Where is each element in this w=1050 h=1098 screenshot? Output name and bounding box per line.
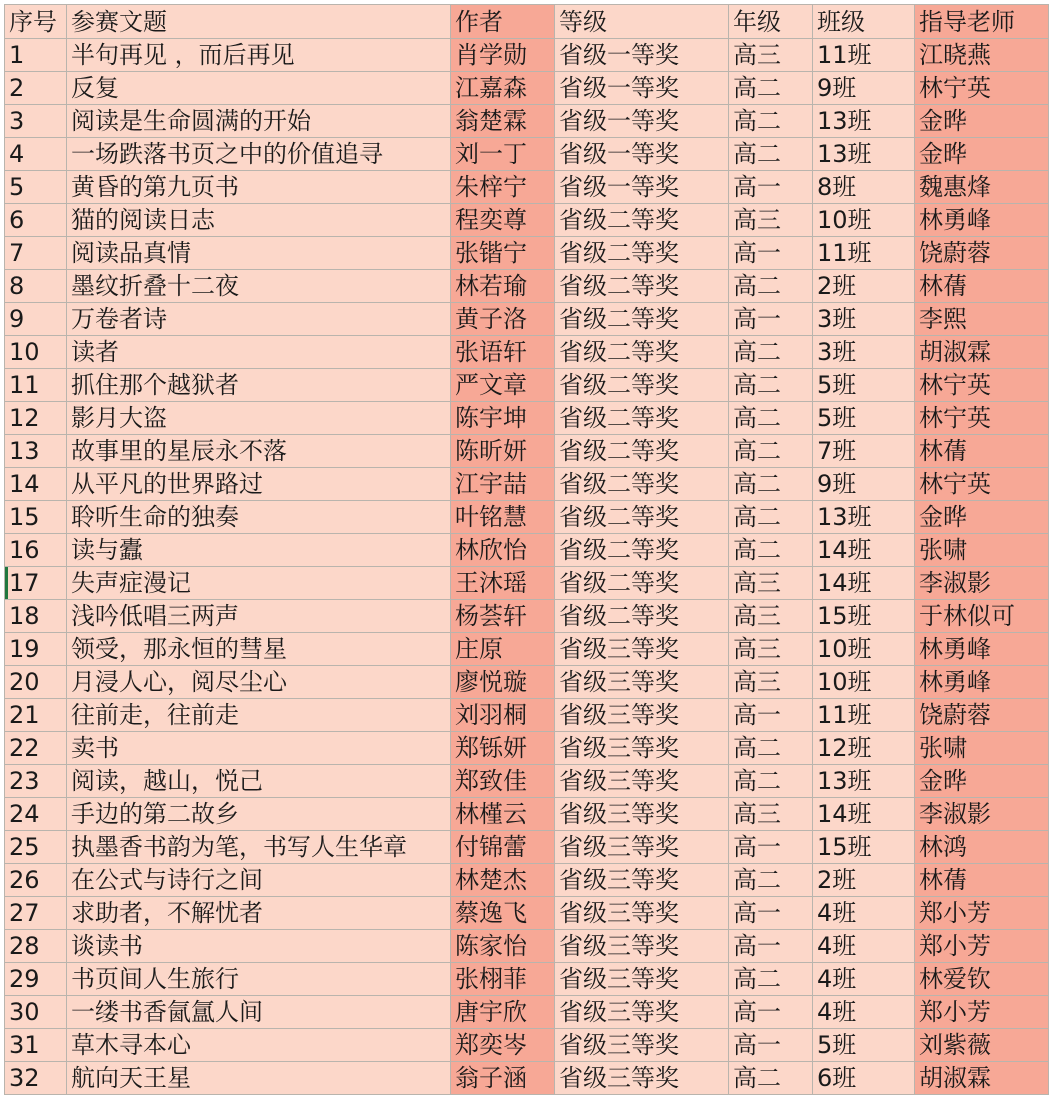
cell-level[interactable]: 省级一等奖 <box>555 39 729 72</box>
cell-level[interactable]: 省级二等奖 <box>555 336 729 369</box>
cell-index[interactable]: 22 <box>5 732 67 765</box>
cell-author[interactable]: 林欣怡 <box>451 534 555 567</box>
cell-teacher[interactable]: 郑小芳 <box>915 930 1049 963</box>
cell-index[interactable]: 11 <box>5 369 67 402</box>
cell-class[interactable]: 10班 <box>813 666 915 699</box>
table-row <box>5 732 1049 765</box>
cell-level[interactable]: 省级三等奖 <box>555 765 729 798</box>
cell-title[interactable]: 草木寻本心 <box>67 1029 451 1062</box>
cell-teacher[interactable]: 郑小芳 <box>915 996 1049 1029</box>
cell-class[interactable]: 4班 <box>813 996 915 1029</box>
cell-index[interactable]: 2 <box>5 72 67 105</box>
table-row <box>5 930 1049 963</box>
cell-index[interactable]: 26 <box>5 864 67 897</box>
cell-title[interactable]: 月浸人心，阅尽尘心 <box>67 666 451 699</box>
cell-grade[interactable]: 高二 <box>729 1062 813 1095</box>
cell-level[interactable]: 省级二等奖 <box>555 204 729 237</box>
cell-grade[interactable]: 高一 <box>729 1029 813 1062</box>
cell-index[interactable]: 8 <box>5 270 67 303</box>
table-row <box>5 435 1049 468</box>
cell-level[interactable]: 省级一等奖 <box>555 72 729 105</box>
table-row <box>5 336 1049 369</box>
header-cell-class[interactable]: 班级 <box>813 5 915 39</box>
cell-title[interactable]: 谈读书 <box>67 930 451 963</box>
cell-level[interactable]: 省级一等奖 <box>555 171 729 204</box>
cell-teacher[interactable]: 金晔 <box>915 105 1049 138</box>
cell-index[interactable]: 21 <box>5 699 67 732</box>
cell-grade[interactable]: 高三 <box>729 567 813 600</box>
cell-author[interactable]: 黄子洛 <box>451 303 555 336</box>
cell-index[interactable]: 16 <box>5 534 67 567</box>
table-row <box>5 237 1049 270</box>
cell-grade[interactable]: 高三 <box>729 204 813 237</box>
cell-level[interactable]: 省级一等奖 <box>555 105 729 138</box>
cell-title[interactable]: 从平凡的世界路过 <box>67 468 451 501</box>
cell-level[interactable]: 省级二等奖 <box>555 534 729 567</box>
cell-grade[interactable]: 高二 <box>729 138 813 171</box>
cell-level[interactable]: 省级三等奖 <box>555 864 729 897</box>
cell-title[interactable]: 万卷者诗 <box>67 303 451 336</box>
cell-title[interactable]: 故事里的星辰永不落 <box>67 435 451 468</box>
cell-class[interactable]: 4班 <box>813 963 915 996</box>
cell-title[interactable]: 一缕书香氤氲人间 <box>67 996 451 1029</box>
cell-author[interactable]: 庄原 <box>451 633 555 666</box>
header-cell-index[interactable]: 序号 <box>5 5 67 39</box>
cell-class[interactable]: 6班 <box>813 1062 915 1095</box>
cell-teacher[interactable]: 刘紫薇 <box>915 1029 1049 1062</box>
cell-author[interactable]: 林楚杰 <box>451 864 555 897</box>
table-row <box>5 138 1049 171</box>
cell-teacher[interactable]: 胡淑霖 <box>915 336 1049 369</box>
header-cell-teacher[interactable]: 指导老师 <box>915 5 1049 39</box>
table-row <box>5 303 1049 336</box>
table-row <box>5 1062 1049 1095</box>
cell-level[interactable]: 省级三等奖 <box>555 732 729 765</box>
cell-class[interactable]: 11班 <box>813 39 915 72</box>
cell-level[interactable]: 省级三等奖 <box>555 1062 729 1095</box>
cell-teacher[interactable]: 林蒨 <box>915 864 1049 897</box>
cell-class[interactable]: 13班 <box>813 105 915 138</box>
cell-author[interactable]: 陈宇坤 <box>451 402 555 435</box>
cell-index[interactable]: 25 <box>5 831 67 864</box>
cell-index[interactable]: 5 <box>5 171 67 204</box>
table-row <box>5 1029 1049 1062</box>
cell-title[interactable]: 猫的阅读日志 <box>67 204 451 237</box>
table-row <box>5 996 1049 1029</box>
cell-author[interactable]: 郑铄妍 <box>451 732 555 765</box>
cell-teacher[interactable]: 郑小芳 <box>915 897 1049 930</box>
cell-teacher[interactable]: 金晔 <box>915 138 1049 171</box>
cell-author[interactable]: 廖悦璇 <box>451 666 555 699</box>
cell-author[interactable]: 张语轩 <box>451 336 555 369</box>
awards-table <box>4 4 1049 1095</box>
table-row <box>5 633 1049 666</box>
cell-title[interactable]: 领受，那永恒的彗星 <box>67 633 451 666</box>
cell-teacher[interactable]: 林宁英 <box>915 369 1049 402</box>
cell-author[interactable]: 张锴宁 <box>451 237 555 270</box>
cell-class[interactable]: 10班 <box>813 633 915 666</box>
cell-class[interactable]: 11班 <box>813 699 915 732</box>
cell-class[interactable]: 14班 <box>813 534 915 567</box>
table-row <box>5 831 1049 864</box>
cell-teacher[interactable]: 江晓燕 <box>915 39 1049 72</box>
cell-index[interactable]: 6 <box>5 204 67 237</box>
cell-index[interactable]: 7 <box>5 237 67 270</box>
cell-grade[interactable]: 高一 <box>729 699 813 732</box>
cell-teacher[interactable]: 魏惠烽 <box>915 171 1049 204</box>
cell-grade[interactable]: 高二 <box>729 336 813 369</box>
cell-teacher[interactable]: 林宁英 <box>915 468 1049 501</box>
table-row <box>5 963 1049 996</box>
cell-title[interactable]: 抓住那个越狱者 <box>67 369 451 402</box>
cell-title[interactable]: 浅吟低唱三两声 <box>67 600 451 633</box>
cell-class[interactable]: 13班 <box>813 501 915 534</box>
cell-grade[interactable]: 高三 <box>729 666 813 699</box>
cell-level[interactable]: 省级三等奖 <box>555 963 729 996</box>
cell-index[interactable]: 23 <box>5 765 67 798</box>
cell-grade[interactable]: 高一 <box>729 996 813 1029</box>
cell-teacher[interactable]: 林蒨 <box>915 270 1049 303</box>
cell-grade[interactable]: 高一 <box>729 897 813 930</box>
cell-index[interactable]: 24 <box>5 798 67 831</box>
cell-class[interactable]: 14班 <box>813 567 915 600</box>
cell-teacher[interactable]: 胡淑霖 <box>915 1062 1049 1095</box>
cell-index[interactable]: 31 <box>5 1029 67 1062</box>
table-row <box>5 798 1049 831</box>
cell-author[interactable]: 陈昕妍 <box>451 435 555 468</box>
cell-author[interactable]: 翁子涵 <box>451 1062 555 1095</box>
cell-title[interactable]: 卖书 <box>67 732 451 765</box>
cell-teacher[interactable]: 饶蔚蓉 <box>915 699 1049 732</box>
cell-level[interactable]: 省级三等奖 <box>555 1029 729 1062</box>
cell-class[interactable]: 5班 <box>813 402 915 435</box>
cell-author[interactable]: 唐宇欣 <box>451 996 555 1029</box>
cell-author[interactable]: 蔡逸飞 <box>451 897 555 930</box>
cell-level[interactable]: 省级二等奖 <box>555 402 729 435</box>
cell-author[interactable]: 付锦蕾 <box>451 831 555 864</box>
cell-grade[interactable]: 高三 <box>729 798 813 831</box>
cell-level[interactable]: 省级二等奖 <box>555 270 729 303</box>
cell-level[interactable]: 省级二等奖 <box>555 468 729 501</box>
cell-level[interactable]: 省级二等奖 <box>555 369 729 402</box>
cell-level[interactable]: 省级三等奖 <box>555 996 729 1029</box>
cell-class[interactable]: 14班 <box>813 798 915 831</box>
cell-teacher[interactable]: 李熙 <box>915 303 1049 336</box>
cell-class[interactable]: 12班 <box>813 732 915 765</box>
cell-grade[interactable]: 高二 <box>729 534 813 567</box>
table-row <box>5 699 1049 732</box>
table-row <box>5 600 1049 633</box>
cell-class[interactable]: 7班 <box>813 435 915 468</box>
cell-level[interactable]: 省级三等奖 <box>555 666 729 699</box>
cell-teacher[interactable]: 林勇峰 <box>915 204 1049 237</box>
table-row <box>5 270 1049 303</box>
cell-index[interactable]: 19 <box>5 633 67 666</box>
cell-class[interactable]: 11班 <box>813 237 915 270</box>
cell-class[interactable]: 9班 <box>813 468 915 501</box>
header-row <box>5 5 1049 39</box>
cell-author[interactable]: 郑奕岑 <box>451 1029 555 1062</box>
cell-index[interactable]: 4 <box>5 138 67 171</box>
table-row <box>5 534 1049 567</box>
cell-index[interactable]: 27 <box>5 897 67 930</box>
cell-grade[interactable]: 高三 <box>729 633 813 666</box>
cell-grade[interactable]: 高二 <box>729 864 813 897</box>
cell-grade[interactable]: 高二 <box>729 468 813 501</box>
cell-grade[interactable]: 高二 <box>729 402 813 435</box>
cell-title[interactable]: 反复 <box>67 72 451 105</box>
cell-teacher[interactable]: 金晔 <box>915 765 1049 798</box>
cell-level[interactable]: 省级三等奖 <box>555 633 729 666</box>
cell-author[interactable]: 翁楚霖 <box>451 105 555 138</box>
cell-class[interactable]: 13班 <box>813 138 915 171</box>
table-row <box>5 501 1049 534</box>
cell-author[interactable]: 杨荟轩 <box>451 600 555 633</box>
cell-class[interactable]: 15班 <box>813 600 915 633</box>
cell-teacher[interactable]: 李淑影 <box>915 798 1049 831</box>
cell-index[interactable]: 9 <box>5 303 67 336</box>
cell-grade[interactable]: 高二 <box>729 963 813 996</box>
cell-class[interactable]: 2班 <box>813 864 915 897</box>
cell-author[interactable]: 叶铭慧 <box>451 501 555 534</box>
cell-level[interactable]: 省级三等奖 <box>555 699 729 732</box>
cell-index[interactable]: 12 <box>5 402 67 435</box>
cell-level[interactable]: 省级三等奖 <box>555 897 729 930</box>
cell-teacher[interactable]: 于林似可 <box>915 600 1049 633</box>
cell-author[interactable]: 林槿云 <box>451 798 555 831</box>
header-cell-grade[interactable]: 年级 <box>729 5 813 39</box>
cell-title[interactable]: 一场跌落书页之中的价值追寻 <box>67 138 451 171</box>
cell-class[interactable]: 10班 <box>813 204 915 237</box>
header-cell-level[interactable]: 等级 <box>555 5 729 39</box>
cell-grade[interactable]: 高二 <box>729 72 813 105</box>
cell-grade[interactable]: 高一 <box>729 831 813 864</box>
cell-author[interactable]: 朱梓宁 <box>451 171 555 204</box>
cell-grade[interactable]: 高一 <box>729 930 813 963</box>
cell-level[interactable]: 省级三等奖 <box>555 831 729 864</box>
cell-level[interactable]: 省级三等奖 <box>555 930 729 963</box>
table-row <box>5 666 1049 699</box>
cell-level[interactable]: 省级一等奖 <box>555 138 729 171</box>
cell-teacher[interactable]: 林勇峰 <box>915 666 1049 699</box>
cell-teacher[interactable]: 李淑影 <box>915 567 1049 600</box>
cell-title[interactable]: 聆听生命的独奏 <box>67 501 451 534</box>
table-row <box>5 39 1049 72</box>
table-body <box>5 39 1049 1095</box>
cell-index[interactable]: 10 <box>5 336 67 369</box>
cell-teacher[interactable]: 林蒨 <box>915 435 1049 468</box>
cell-title[interactable]: 执墨香书韵为笔，书写人生华章 <box>67 831 451 864</box>
cell-grade[interactable]: 高一 <box>729 171 813 204</box>
cell-author[interactable]: 刘羽桐 <box>451 699 555 732</box>
cell-grade[interactable]: 高二 <box>729 270 813 303</box>
cell-class[interactable]: 3班 <box>813 303 915 336</box>
cell-teacher[interactable]: 张啸 <box>915 534 1049 567</box>
table-row <box>5 369 1049 402</box>
cell-title[interactable]: 墨纹折叠十二夜 <box>67 270 451 303</box>
cell-grade[interactable]: 高二 <box>729 732 813 765</box>
cell-level[interactable]: 省级二等奖 <box>555 501 729 534</box>
cell-index[interactable]: 18 <box>5 600 67 633</box>
table-row <box>5 105 1049 138</box>
cell-class[interactable]: 8班 <box>813 171 915 204</box>
cell-title[interactable]: 阅读品真情 <box>67 237 451 270</box>
cell-title[interactable]: 书页间人生旅行 <box>67 963 451 996</box>
cell-index[interactable]: 3 <box>5 105 67 138</box>
table-row <box>5 402 1049 435</box>
cell-class[interactable]: 3班 <box>813 336 915 369</box>
table-row <box>5 72 1049 105</box>
cell-grade[interactable]: 高三 <box>729 39 813 72</box>
cell-teacher[interactable]: 林宁英 <box>915 402 1049 435</box>
cell-title[interactable]: 航向天王星 <box>67 1062 451 1095</box>
cell-author[interactable]: 刘一丁 <box>451 138 555 171</box>
cell-title[interactable]: 读者 <box>67 336 451 369</box>
cell-title[interactable]: 读与蠹 <box>67 534 451 567</box>
table-row <box>5 468 1049 501</box>
table-row <box>5 864 1049 897</box>
cell-teacher[interactable]: 林宁英 <box>915 72 1049 105</box>
cell-author[interactable]: 江嘉森 <box>451 72 555 105</box>
cell-class[interactable]: 4班 <box>813 897 915 930</box>
cell-teacher[interactable]: 张啸 <box>915 732 1049 765</box>
cell-title[interactable]: 手边的第二故乡 <box>67 798 451 831</box>
cell-index[interactable]: 20 <box>5 666 67 699</box>
cell-index[interactable]: 29 <box>5 963 67 996</box>
cell-class[interactable]: 13班 <box>813 765 915 798</box>
cell-title[interactable]: 黄昏的第九页书 <box>67 171 451 204</box>
cell-title[interactable]: 阅读是生命圆满的开始 <box>67 105 451 138</box>
cell-author[interactable]: 肖学勋 <box>451 39 555 72</box>
cell-grade[interactable]: 高二 <box>729 105 813 138</box>
cell-index[interactable]: 1 <box>5 39 67 72</box>
table-row <box>5 171 1049 204</box>
cell-grade[interactable]: 高一 <box>729 237 813 270</box>
cell-title[interactable]: 阅读，越山，悦己 <box>67 765 451 798</box>
cell-grade[interactable]: 高二 <box>729 501 813 534</box>
cell-index[interactable]: 14 <box>5 468 67 501</box>
cell-grade[interactable]: 高二 <box>729 435 813 468</box>
cell-author[interactable]: 江宇喆 <box>451 468 555 501</box>
cell-class[interactable]: 5班 <box>813 369 915 402</box>
cell-title[interactable]: 失声症漫记 <box>67 567 451 600</box>
cell-teacher[interactable]: 林爱钦 <box>915 963 1049 996</box>
table-row <box>5 765 1049 798</box>
table-row <box>5 204 1049 237</box>
cell-teacher[interactable]: 林鸿 <box>915 831 1049 864</box>
header-cell-title[interactable]: 参赛文题 <box>67 5 451 39</box>
cell-grade[interactable]: 高二 <box>729 765 813 798</box>
cell-teacher[interactable]: 林勇峰 <box>915 633 1049 666</box>
cell-title[interactable]: 在公式与诗行之间 <box>67 864 451 897</box>
cell-class[interactable]: 4班 <box>813 930 915 963</box>
cell-index[interactable]: 15 <box>5 501 67 534</box>
cell-grade[interactable]: 高二 <box>729 369 813 402</box>
cell-title[interactable]: 求助者，不解忧者 <box>67 897 451 930</box>
cell-class[interactable]: 9班 <box>813 72 915 105</box>
cell-index[interactable]: 32 <box>5 1062 67 1095</box>
cell-author[interactable]: 陈家怡 <box>451 930 555 963</box>
cell-author[interactable]: 严文章 <box>451 369 555 402</box>
cell-author[interactable]: 王沐瑶 <box>451 567 555 600</box>
cell-grade[interactable]: 高三 <box>729 600 813 633</box>
cell-teacher[interactable]: 饶蔚蓉 <box>915 237 1049 270</box>
cell-level[interactable]: 省级二等奖 <box>555 237 729 270</box>
cell-index[interactable]: 30 <box>5 996 67 1029</box>
table-row <box>5 567 1049 600</box>
cell-author[interactable]: 郑致佳 <box>451 765 555 798</box>
cell-teacher[interactable]: 金晔 <box>915 501 1049 534</box>
cell-level[interactable]: 省级二等奖 <box>555 303 729 336</box>
cell-author[interactable]: 林若瑜 <box>451 270 555 303</box>
cell-author[interactable]: 张栩菲 <box>451 963 555 996</box>
cell-author[interactable]: 程奕尊 <box>451 204 555 237</box>
cell-level[interactable]: 省级二等奖 <box>555 435 729 468</box>
cell-index[interactable]: 13 <box>5 435 67 468</box>
cell-index[interactable]: 17 <box>5 567 67 600</box>
table-row <box>5 897 1049 930</box>
cell-level[interactable]: 省级二等奖 <box>555 567 729 600</box>
cell-grade[interactable]: 高一 <box>729 303 813 336</box>
cell-title[interactable]: 往前走，往前走 <box>67 699 451 732</box>
cell-level[interactable]: 省级三等奖 <box>555 798 729 831</box>
cell-level[interactable]: 省级二等奖 <box>555 600 729 633</box>
cell-index[interactable]: 28 <box>5 930 67 963</box>
cell-class[interactable]: 5班 <box>813 1029 915 1062</box>
header-cell-author[interactable]: 作者 <box>451 5 555 39</box>
cell-title[interactable]: 影月大盗 <box>67 402 451 435</box>
cell-class[interactable]: 2班 <box>813 270 915 303</box>
cell-class[interactable]: 15班 <box>813 831 915 864</box>
cell-title[interactable]: 半句再见 ，而后再见 <box>67 39 451 72</box>
